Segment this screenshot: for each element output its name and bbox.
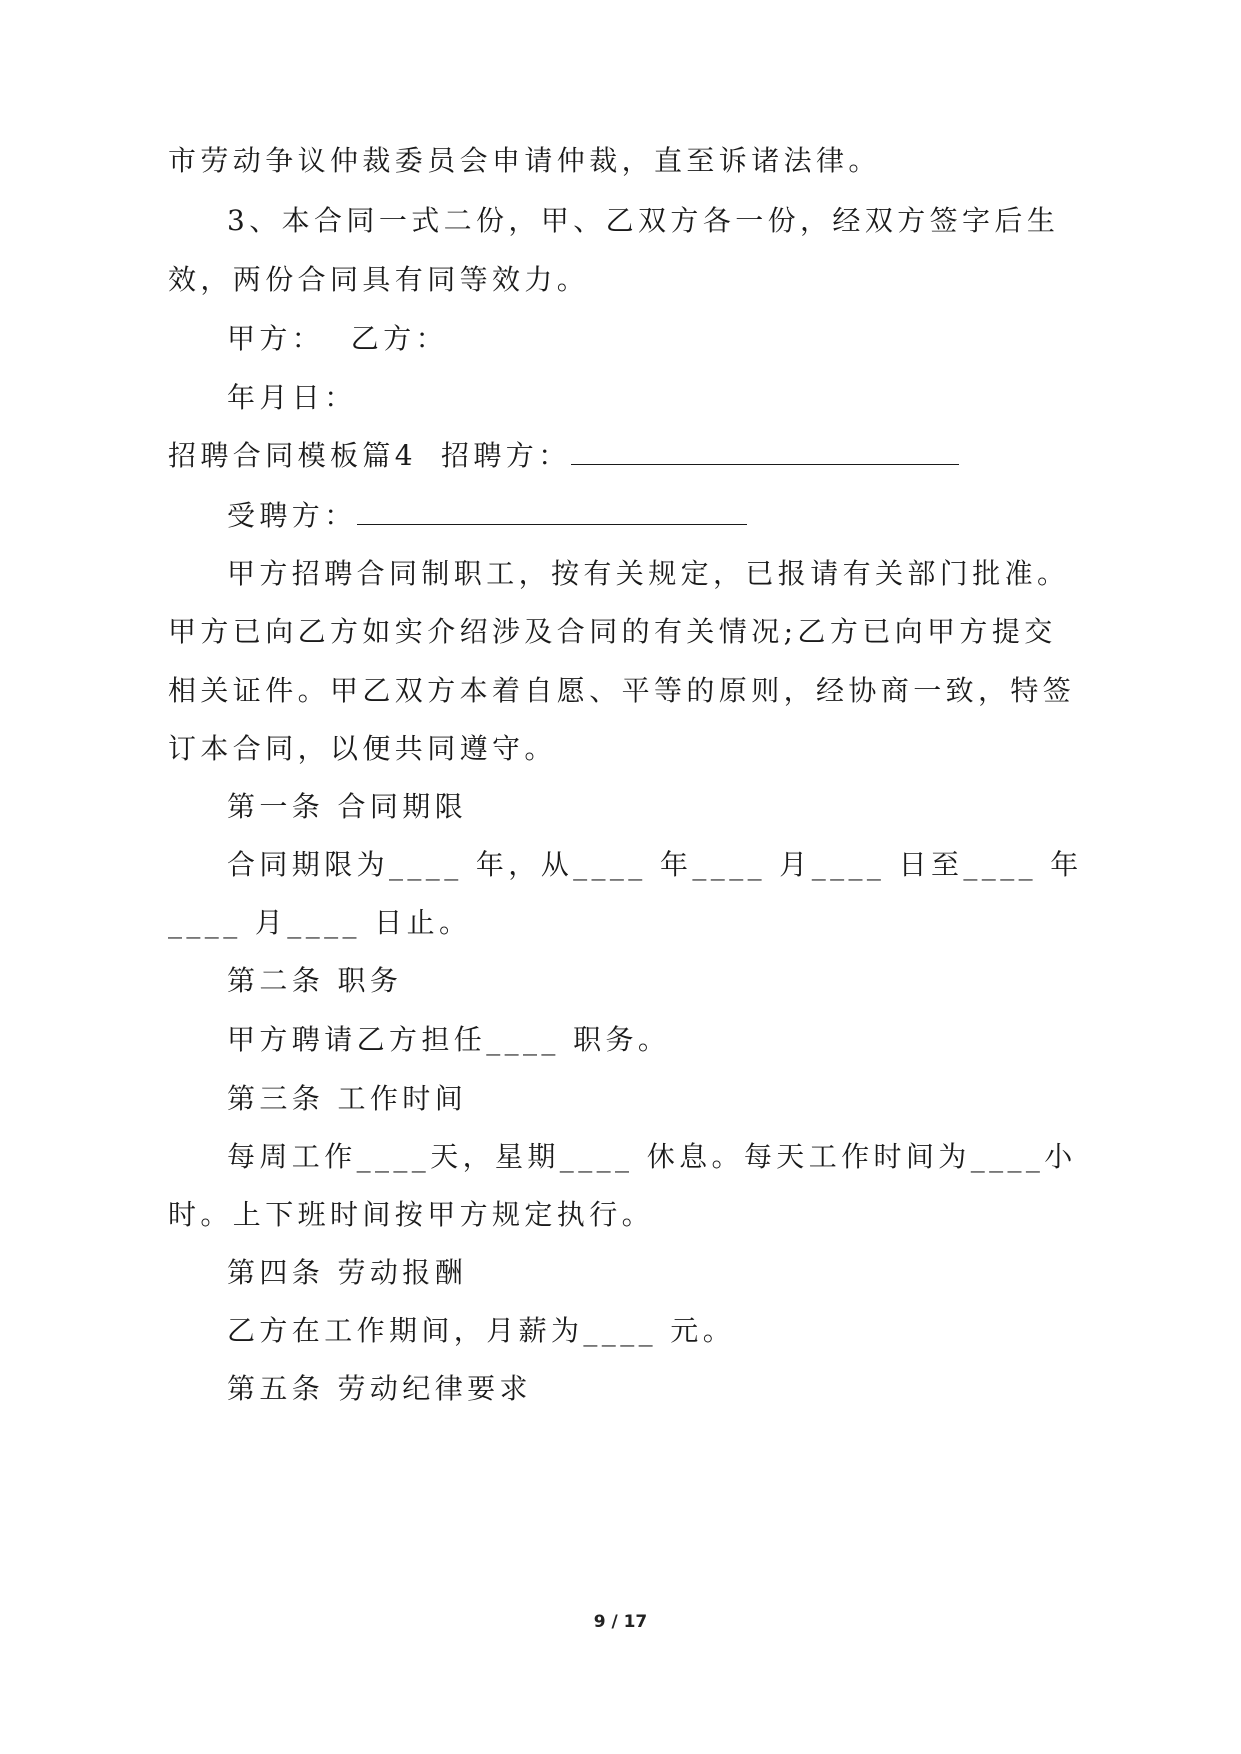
- employer-blank: [571, 438, 959, 465]
- paragraph-line: 订本合同，以便共同遵守。: [168, 732, 557, 765]
- paragraph-line: ____ 月____ 日止。: [168, 906, 472, 939]
- article-heading: 第四条 劳动报酬: [227, 1256, 468, 1289]
- paragraph-line: 乙方在工作期间，月薪为____ 元。: [227, 1314, 736, 1347]
- employee-blank: [357, 498, 747, 525]
- paragraph-line: 3、本合同一式二份，甲、乙双方各一份，经双方签字后生: [227, 204, 1060, 237]
- employer-label: 招聘方：: [441, 438, 959, 474]
- paragraph-line: 合同期限为____ 年，从____ 年____ 月____ 日至____ 年: [227, 848, 1083, 881]
- article-heading: 第一条 合同期限: [227, 790, 468, 823]
- paragraph-line: 相关证件。甲乙双方本着自愿、平等的原则，经协商一致，特签: [168, 674, 1076, 707]
- page-number: 9 / 17: [593, 1612, 648, 1632]
- employee-label: 受聘方：: [227, 498, 747, 534]
- paragraph-line: 甲方聘请乙方担任____ 职务。: [227, 1023, 671, 1056]
- paragraph-line: 甲方已向乙方如实介绍涉及合同的有关情况;乙方已向甲方提交: [168, 615, 1057, 648]
- date-line: 年月日：: [227, 381, 357, 414]
- article-heading: 第三条 工作时间: [227, 1082, 468, 1115]
- paragraph-line: 甲方招聘合同制职工，按有关规定，已报请有关部门批准。: [227, 557, 1070, 590]
- paragraph-line: 效，两份合同具有同等效力。: [168, 263, 590, 296]
- paragraph-line: 每周工作____天，星期____ 休息。每天工作时间为____小: [227, 1140, 1077, 1173]
- article-heading: 第二条 职务: [227, 964, 403, 997]
- article-heading: 第五条 劳动纪律要求: [227, 1372, 532, 1405]
- signature-parties-line: 甲方： 乙方：: [227, 322, 449, 355]
- paragraph-line: 时。上下班时间按甲方规定执行。: [168, 1198, 655, 1231]
- section-title: 招聘合同模板篇4: [168, 439, 418, 472]
- paragraph-line: 市劳动争议仲裁委员会申请仲裁，直至诉诸法律。: [168, 144, 881, 177]
